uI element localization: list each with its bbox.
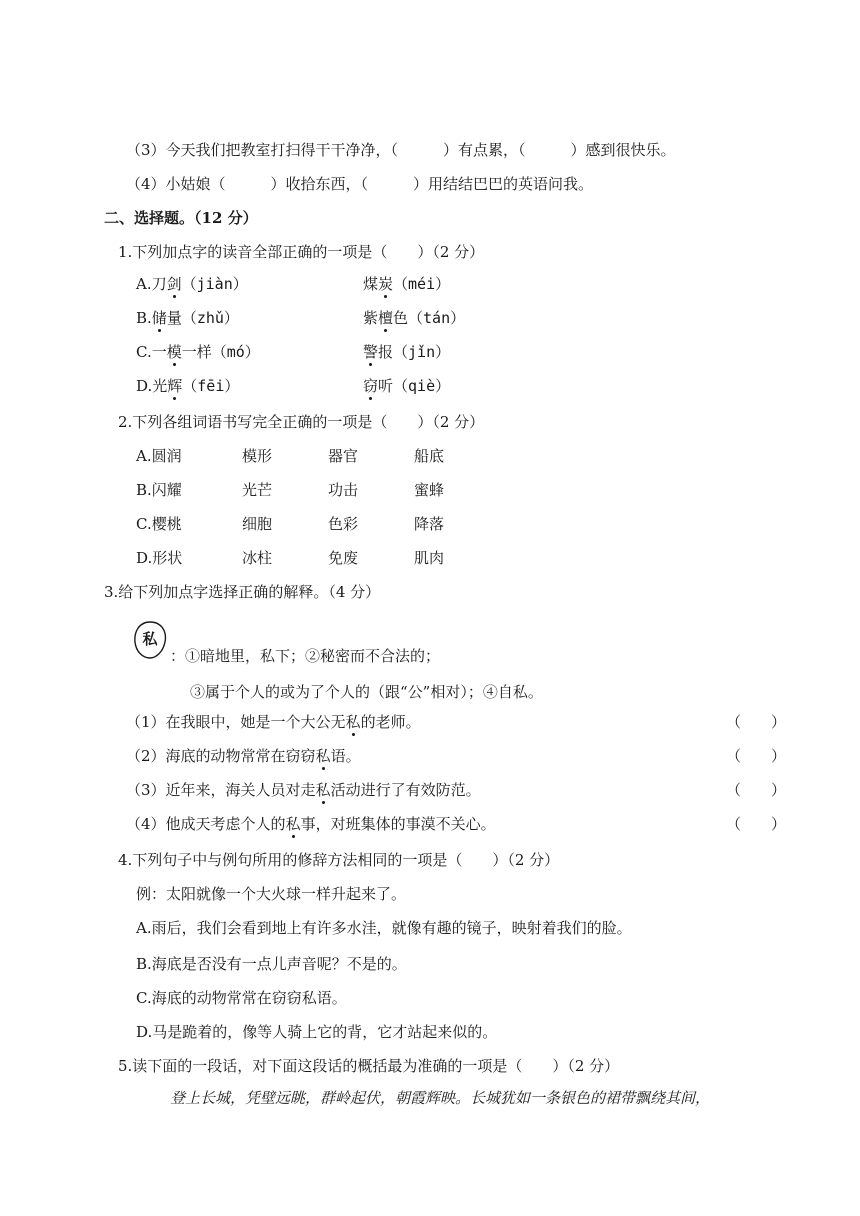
badge-character: 私 — [142, 630, 158, 648]
item-1: （1）在我眼中，她是一个大公无私的老师。 — [126, 713, 421, 731]
word: 器官 — [328, 447, 359, 465]
word: C.樱桃 — [136, 515, 182, 533]
answer-blank[interactable]: （ ） — [726, 815, 787, 833]
option-a: A.刀剑（jiàn） — [136, 275, 248, 293]
example-sentence: 例：太阳就像一个大火球一样升起来了。 — [136, 885, 407, 903]
dotted-char: 窃 — [363, 377, 379, 395]
answer-blank[interactable]: （ ） — [726, 747, 787, 765]
dotted-char: 私 — [285, 815, 301, 833]
word: 冰柱 — [242, 549, 273, 567]
option-b: B.海底是否没有一点儿声音呢？不是的。 — [136, 955, 407, 973]
dotted-char: 私 — [315, 747, 331, 765]
character-badge — [132, 620, 168, 660]
word: 色彩 — [328, 515, 359, 533]
word: 免废 — [328, 549, 359, 567]
option-a-2: 煤炭（méi） — [363, 275, 451, 293]
word: D.形状 — [136, 549, 183, 567]
dotted-char: 檀 — [378, 309, 394, 327]
word: 细胞 — [242, 515, 273, 533]
item-2: （2）海底的动物常常在窃窃私语。 — [126, 747, 361, 765]
definition-line-1: ：①暗地里，私下；②秘密而不合法的； — [170, 647, 441, 665]
word: A.圆润 — [136, 447, 182, 465]
passage-text: 登上长城，凭壁远眺，群岭起伏，朝霞辉映。长城犹如一条银色的裙带飘绕其间， — [170, 1089, 711, 1107]
option-d: D.马是跪着的，像等人骑上它的背，它才站起来似的。 — [136, 1023, 498, 1041]
word: 船底 — [414, 447, 445, 465]
fill-question-3: （3）今天我们把教室打扫得干干净净，（ ）有点累，（ ）感到很快乐。 — [126, 141, 676, 159]
dotted-char: 私 — [345, 713, 361, 731]
dotted-char: 模 — [166, 343, 182, 361]
question-3-stem: 3.给下列加点字选择正确的解释。（4 分） — [104, 583, 381, 601]
option-c: C.海底的动物常常在窃窃私语。 — [136, 989, 347, 1007]
word: 降落 — [414, 515, 445, 533]
word: 功击 — [328, 481, 359, 499]
option-c-2: 警报（jǐn） — [363, 343, 451, 361]
item-3: （3）近年来，海关人员对走私活动进行了有效防范。 — [126, 781, 481, 799]
answer-blank[interactable]: （ ） — [726, 713, 787, 731]
option-b-2: 紫檀色（tán） — [363, 309, 466, 327]
question-4-stem: 4.下列句子中与例句所用的修辞方法相同的一项是（ ）（2 分） — [118, 851, 560, 869]
word: 模形 — [242, 447, 273, 465]
definition-line-2: ③属于个人的或为了个人的（跟“公”相对）；④自私。 — [190, 683, 543, 701]
section-title: 二、选择题。（12 分） — [104, 209, 258, 227]
option-b: B.储量（zhǔ） — [136, 309, 239, 327]
question-2-stem: 2.下列各组词语书写完全正确的一项是（ ）（2 分） — [118, 413, 485, 431]
dotted-char: 私 — [315, 781, 331, 799]
word: 肌肉 — [414, 549, 445, 567]
item-4: （4）他成天考虑个人的私事，对班集体的事漠不关心。 — [126, 815, 496, 833]
option-a: A.雨后，我们会看到地上有许多水洼，就像有趣的镜子，映射着我们的脸。 — [136, 919, 632, 937]
dotted-char: 辉 — [167, 377, 183, 395]
word: 光芒 — [242, 481, 273, 499]
answer-blank[interactable]: （ ） — [726, 781, 787, 799]
word: B.闪耀 — [136, 481, 182, 499]
option-d-2: 窃听（qiè） — [363, 377, 451, 395]
word: 蜜蜂 — [414, 481, 445, 499]
dotted-char: 警 — [363, 343, 379, 361]
fill-question-4: （4）小姑娘（ ）收拾东西，（ ）用结结巴巴的英语问我。 — [126, 175, 594, 193]
question-5-stem: 5.读下面的一段话，对下面这段话的概括最为准确的一项是（ ）（2 分） — [118, 1057, 620, 1075]
option-c: C.一模一样（mó） — [136, 343, 260, 361]
dotted-char: 剑 — [166, 275, 182, 293]
dotted-char: 储 — [151, 309, 167, 327]
dotted-char: 炭 — [378, 275, 394, 293]
question-1-stem: 1.下列加点字的读音全部正确的一项是（ ）（2 分） — [118, 243, 485, 261]
option-d: D.光辉（fēi） — [136, 377, 240, 395]
